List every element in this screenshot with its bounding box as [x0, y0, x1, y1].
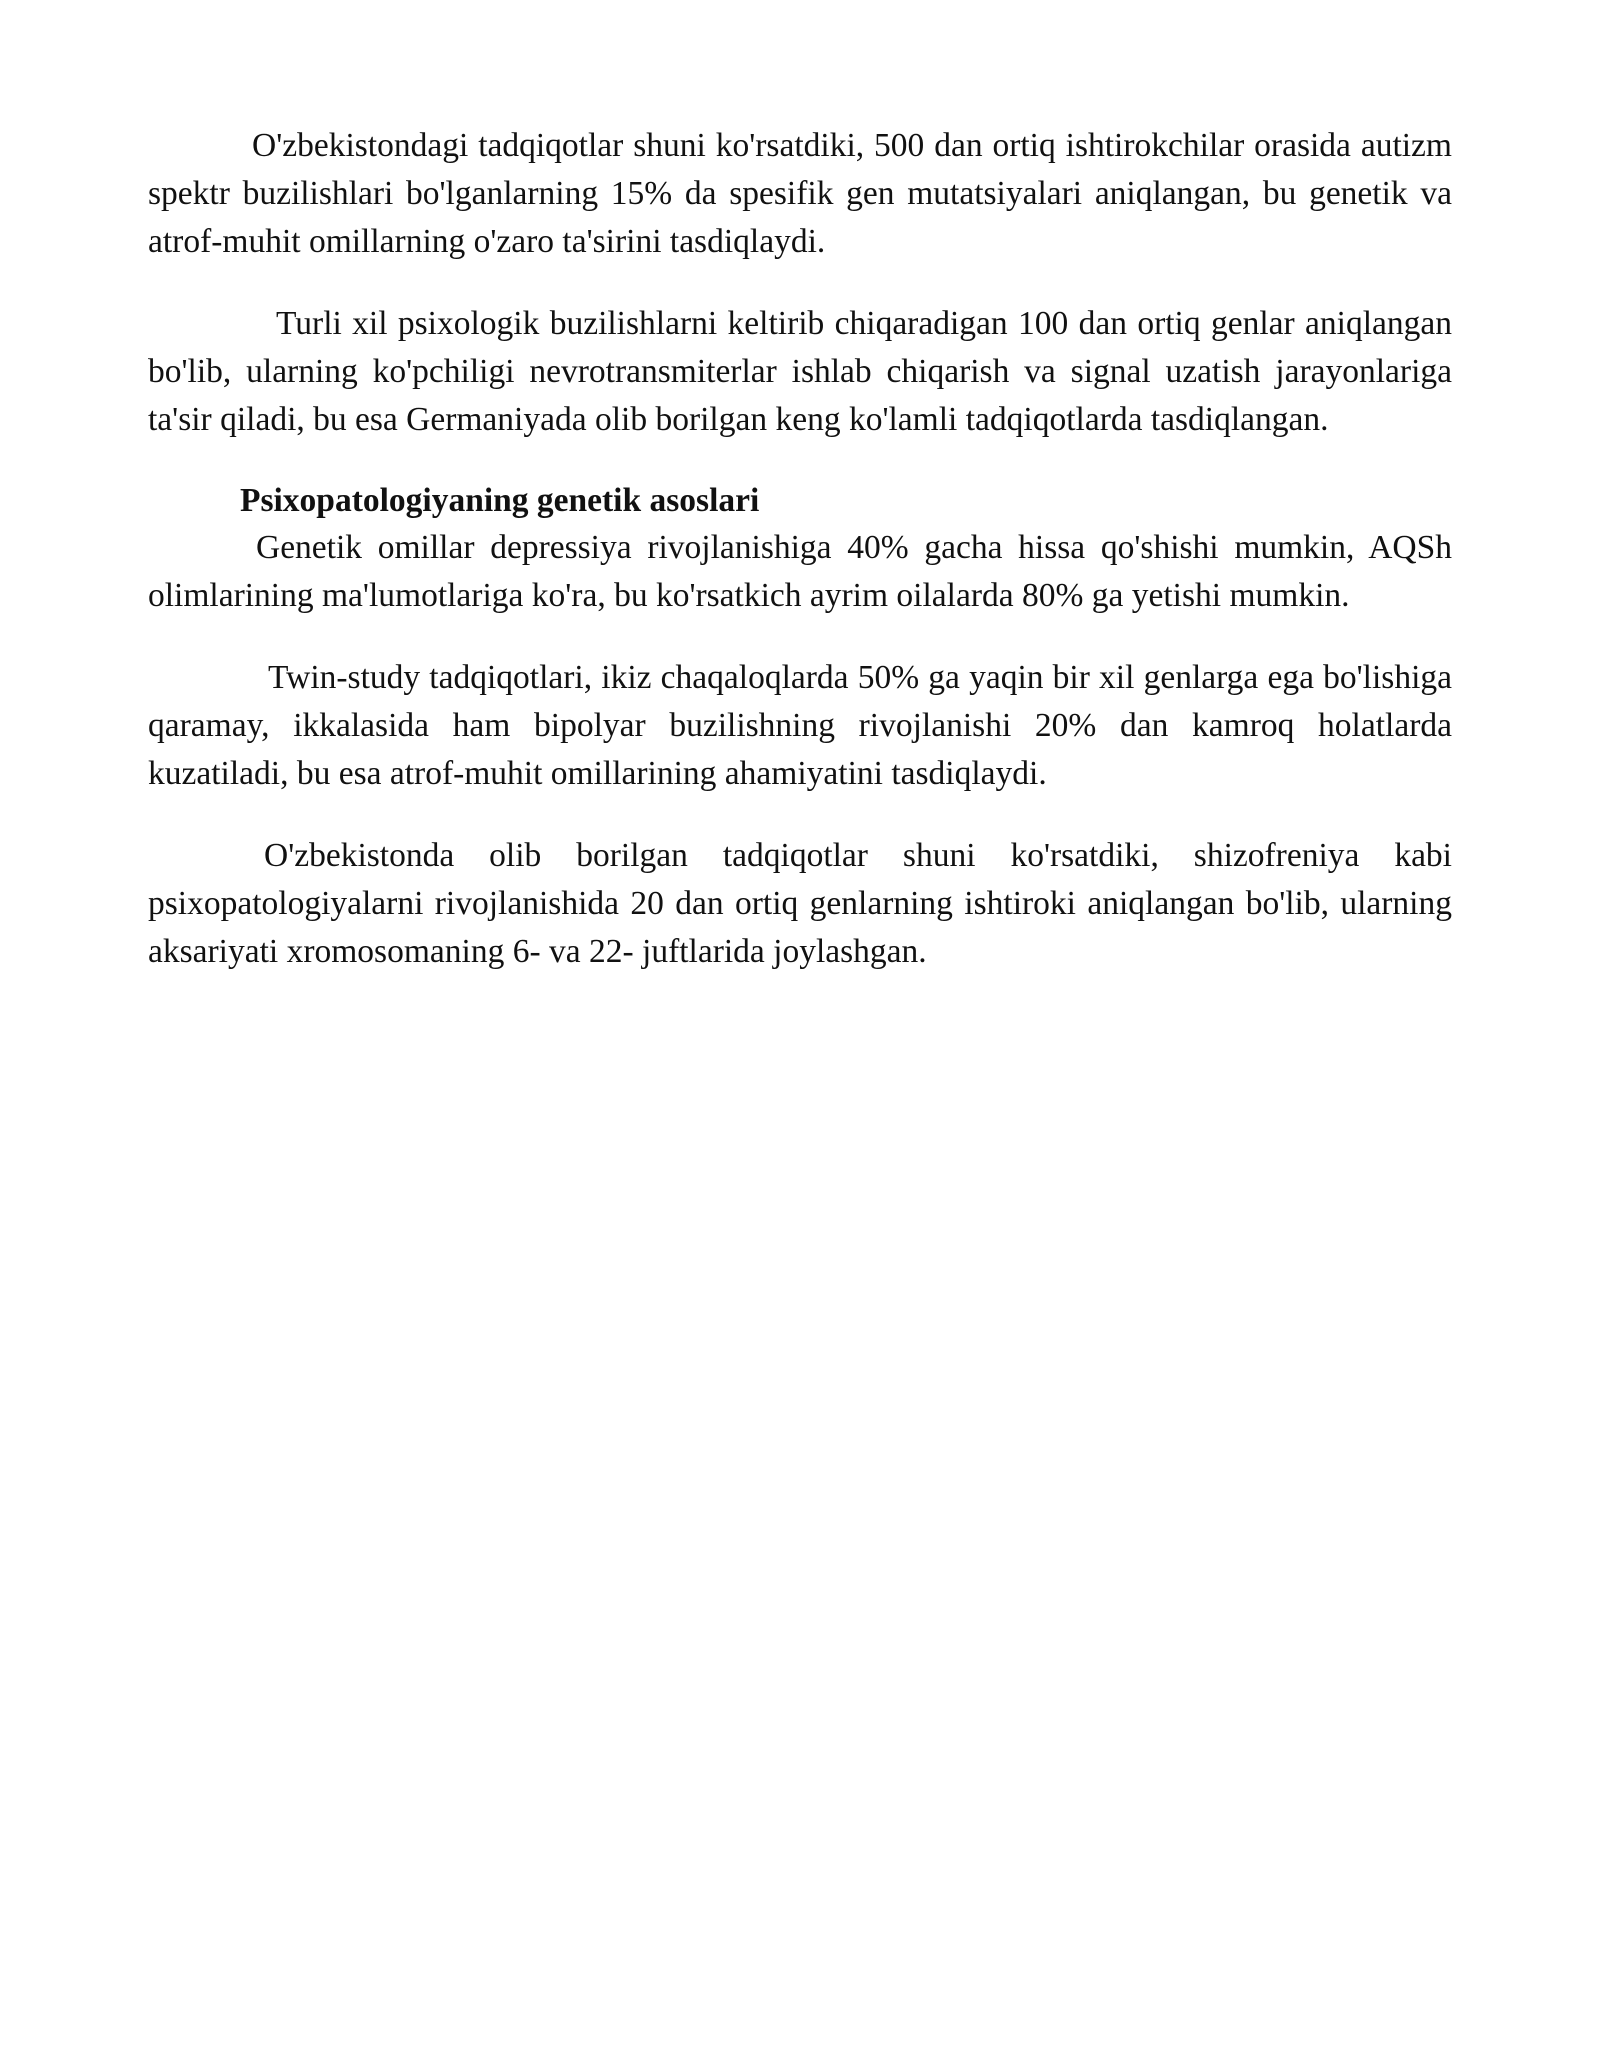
- paragraph-autism-study: O'zbekistondagi tadqiqotlar shuni ko'rsatdiki, 500 dan ortiq ishtirokchilar orasida autizm spektr buzilishlari bo'lganlarning 15% da spesifik gen mutatsiyalari aniqlangan, bu genetik va atrof-muhit omillarning o'zaro ta'sirini tasdiqlaydi.: [148, 127, 1452, 260]
- document-body: [148, 122, 1452, 976]
- section-heading: Psixopatologiyaning genetik asoslari: [240, 482, 760, 519]
- paragraph-depression-genetics: Genetik omillar depressiya rivojlanishiga 40% gacha hissa qo'shishi mumkin, AQSh olimlarining ma'lumotlariga ko'ra, bu ko'rsatkich ayrim oilalarda 80% ga yetishi mumkin.: [148, 529, 1452, 614]
- paragraph-genes-germany: Turli xil psixologik buzilishlarni keltirib chiqaradigan 100 dan ortiq genlar aniqlangan bo'lib, ularning ko'pchiligi nevrotransmiterlar ishlab chiqarish va signal uzatish jarayonlariga ta'sir qiladi, bu esa Germaniyada olib borilgan keng ko'lamli tadqiqotlarda tasdiqlangan.: [148, 305, 1452, 438]
- paragraph-twin-study: Twin-study tadqiqotlari, ikiz chaqaloqlarda 50% ga yaqin bir xil genlarga ega bo'lishiga qaramay, ikkalasida ham bipolyar buzilishning rivojlanishi 20% dan kamroq holatlarda kuzatiladi, bu esa atrof-muhit omillarining ahamiyatini tasdiqlaydi.: [148, 659, 1452, 792]
- paragraph-schizophrenia-genes: O'zbekistonda olib borilgan tadqiqotlar shuni ko'rsatdiki, shizofreniya kabi psixopatologiyalarni rivojlanishida 20 dan ortiq genlarning ishtiroki aniqlangan bo'lib, ularning aksariyati xromosomaning 6- va 22- juftlarida joylashgan.: [148, 837, 1452, 970]
